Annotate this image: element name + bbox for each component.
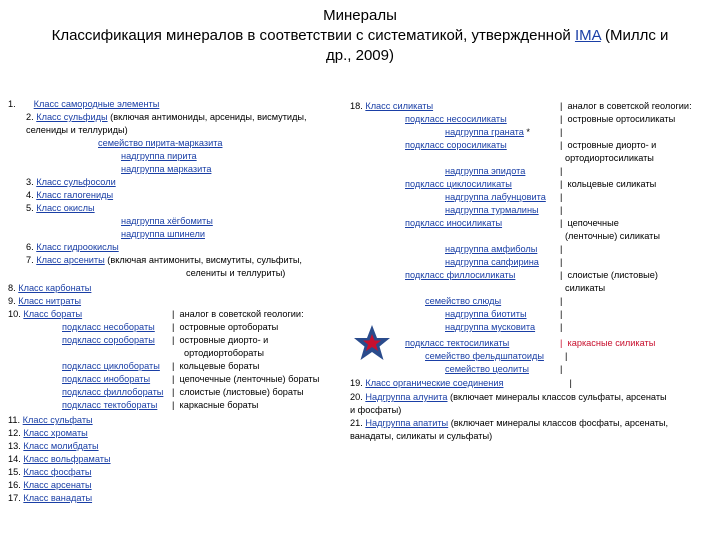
list-item: [8, 454, 111, 465]
class-link[interactable]: Класс сульфаты: [22, 415, 93, 425]
list-item: [26, 190, 113, 201]
silicate-row: [405, 218, 502, 229]
silicate-bar: |: [560, 257, 563, 267]
family-link[interactable]: семейство пирита-марказита: [98, 138, 223, 148]
silicate-bar: |: [560, 309, 563, 319]
subclass-link[interactable]: подкласс циклосиликаты: [405, 179, 512, 189]
list-item: [121, 151, 197, 162]
class-link[interactable]: Класс органические соединения: [365, 378, 504, 388]
subclass-link[interactable]: подкласс соросиликаты: [405, 140, 507, 150]
list-item: [26, 177, 116, 188]
class-link[interactable]: Класс арсенаты: [23, 480, 92, 490]
list-item: [26, 112, 307, 123]
class-link[interactable]: Класс арсениты: [36, 255, 105, 265]
note-text: кольцевые силикаты: [567, 179, 657, 189]
item-number: 14.: [8, 454, 21, 464]
note-text: кольцевые бораты: [179, 361, 260, 371]
item-text: и фосфаты): [350, 405, 402, 415]
item-number: 10.: [8, 309, 21, 319]
silicate-row: [445, 244, 537, 255]
subclass-link[interactable]: подкласс филлосиликаты: [405, 270, 516, 280]
subclass-link[interactable]: подкласс филлобораты: [62, 387, 164, 397]
list-item: [121, 216, 213, 227]
list-item: [8, 467, 91, 478]
item-number: 3.: [26, 177, 34, 187]
item-number: 8.: [8, 283, 16, 293]
class-link[interactable]: Класс сульфиды: [36, 112, 108, 122]
list-item: [98, 138, 222, 149]
class-link[interactable]: Класс ванадаты: [23, 493, 93, 503]
class-link[interactable]: Класс фосфаты: [23, 467, 92, 477]
list-item: [121, 164, 211, 175]
silicates-note: | аналог в советской геологии:: [560, 101, 692, 111]
family-link[interactable]: семейство слюды: [425, 296, 502, 306]
title-text: Классификация минералов в соответствии с систематикой, утвержденной: [51, 27, 575, 44]
note-text: цепочечные (ленточные) бораты: [179, 374, 320, 384]
item-text: селениты и теллуриты): [186, 268, 286, 278]
borate-note: [184, 348, 264, 359]
silicate-row: [405, 179, 512, 190]
silicates-header: [350, 101, 433, 112]
group-link[interactable]: надгруппа сапфирина: [445, 257, 539, 267]
ima-link[interactable]: IMA: [574, 27, 601, 44]
silicate-row: [405, 114, 507, 125]
silicate-note: | кольцевые силикаты: [560, 179, 657, 189]
borate-note: | островные ортобораты: [172, 322, 279, 332]
silicate-bar: |: [560, 244, 563, 254]
note-text: силикаты: [565, 283, 606, 293]
list-item-cont: [350, 431, 492, 442]
item-text: селениды и теллуриды): [26, 125, 128, 135]
group-link[interactable]: надгруппа марказита: [121, 164, 212, 174]
note-text: каркасные силикаты: [567, 338, 656, 348]
borate-row: [62, 400, 157, 411]
title-line2: [0, 26, 720, 46]
star-icon: [352, 323, 392, 363]
list-item: [350, 392, 667, 403]
group-link[interactable]: надгруппа хёгбомиты: [121, 216, 213, 226]
title-text-end: (Миллс и: [600, 27, 669, 44]
group-link[interactable]: надгруппа граната: [445, 127, 524, 137]
note-text: (ленточные) силикаты: [565, 231, 660, 241]
silicate-bar: |: [560, 127, 563, 137]
list-item: [8, 493, 92, 504]
item-number: 4.: [26, 190, 34, 200]
silicate-bar: |: [560, 192, 563, 202]
class-link[interactable]: Класс карбонаты: [18, 283, 92, 293]
item-number: 21.: [350, 418, 363, 428]
note-text: цепочечные: [567, 218, 619, 228]
class-link[interactable]: Класс силикаты: [365, 101, 434, 111]
item-number: 2.: [26, 112, 34, 122]
class-link[interactable]: Класс вольфраматы: [23, 454, 111, 464]
item-number: 7.: [26, 255, 34, 265]
note-text: островные диорто- и: [179, 335, 269, 345]
silicate-row: [445, 257, 539, 268]
silicate-note: [565, 283, 605, 294]
item-number: 15.: [8, 467, 21, 477]
list-item-cont: [350, 405, 401, 416]
silicate-row: [445, 309, 527, 320]
item-number: 18.: [350, 101, 363, 111]
silicate-row: [425, 296, 501, 307]
note-text: островные диорто- и: [567, 140, 657, 150]
list-item: [350, 418, 668, 429]
class-link[interactable]: Класс хроматы: [23, 428, 88, 438]
subclass-link[interactable]: подкласс инобораты: [62, 374, 151, 384]
family-link[interactable]: семейство фельдшпатоиды: [425, 351, 544, 361]
silicate-bar: |: [560, 205, 563, 215]
list-item: [8, 309, 82, 320]
subclass-link[interactable]: подкласс иносиликаты: [405, 218, 503, 228]
group-link[interactable]: надгруппа турмалины: [445, 205, 539, 215]
group-link[interactable]: надгруппа эпидота: [445, 166, 526, 176]
silicate-note: [565, 153, 654, 164]
item-number: 16.: [8, 480, 21, 490]
borate-row: [62, 335, 155, 346]
subclass-link[interactable]: подкласс тектобораты: [62, 400, 158, 410]
borate-note: | кольцевые бораты: [172, 361, 260, 371]
list-item: [8, 296, 81, 307]
list-item: 19. Класс органические соединения |: [350, 378, 572, 388]
title-main: Минералы: [323, 7, 397, 24]
item-number: 5.: [26, 203, 34, 213]
borate-row: [62, 387, 163, 398]
silicate-note: | островные диорто- и: [560, 140, 657, 150]
borate-row: [62, 374, 150, 385]
item-text: (включает минералы классов фосфаты, арсенаты,: [448, 418, 669, 428]
silicate-row: [445, 364, 529, 375]
silicate-row: [425, 351, 544, 362]
borate-row: [62, 361, 160, 372]
list-item: [8, 99, 159, 110]
group-link[interactable]: надгруппа пирита: [121, 151, 197, 161]
item-number: 20.: [350, 392, 363, 402]
note-text: ортодиортосиликаты: [565, 153, 654, 163]
note-text: аналог в советской геологии:: [567, 101, 692, 111]
list-item: [8, 283, 91, 294]
subclass-link[interactable]: подкласс тектосиликаты: [405, 338, 510, 348]
silicate-bar: |: [560, 296, 563, 306]
borate-note: | островные диорто- и: [172, 335, 269, 345]
borate-row: [62, 322, 155, 333]
item-number: 1.: [8, 99, 16, 109]
silicate-bar: |: [560, 322, 563, 332]
silicate-row: [405, 140, 507, 151]
silicate-note: | слоистые (листовые): [560, 270, 658, 280]
family-link[interactable]: семейство цеолиты: [445, 364, 529, 374]
list-item: [8, 480, 92, 491]
note-text: островные ортосиликаты: [567, 114, 676, 124]
item-text: ванадаты, силикаты и сульфаты): [350, 431, 493, 441]
silicate-note: | цепочечные: [560, 218, 619, 228]
asterisk: *: [523, 127, 531, 137]
item-number: 6.: [26, 242, 34, 252]
item-text: (включая антимониты, висмутиты, сульфиты,: [104, 255, 302, 265]
list-item-cont: [186, 268, 285, 279]
list-item: [26, 203, 95, 214]
group-link[interactable]: надгруппа шпинели: [121, 229, 205, 239]
silicate-row: [445, 192, 546, 203]
item-number: 19.: [350, 378, 363, 388]
note-text: островные ортобораты: [179, 322, 279, 332]
subclass-link[interactable]: подкласс несобораты: [62, 322, 155, 332]
item-text: (включает минералы классов сульфаты, арсенаты: [447, 392, 667, 402]
list-item: [8, 428, 88, 439]
silicate-row: [405, 338, 509, 349]
group-link[interactable]: надгруппа лабунцовита: [445, 192, 546, 202]
borate-note: | цепочечные (ленточные) бораты: [172, 374, 320, 384]
group-link[interactable]: надгруппа мусковита: [445, 322, 536, 332]
class-link[interactable]: Класс галогениды: [36, 190, 114, 200]
subclass-link[interactable]: подкласс несосиликаты: [405, 114, 507, 124]
borate-note: | слоистые (листовые) бораты: [172, 387, 304, 397]
subclass-link[interactable]: подкласс соробораты: [62, 335, 155, 345]
borate-header: | аналог в советской геологии:: [172, 309, 304, 319]
class-link[interactable]: Класс самородные элементы: [33, 99, 160, 109]
silicate-row: [405, 270, 515, 281]
silicate-bar: |: [565, 351, 568, 361]
list-item-cont: [26, 125, 128, 136]
silicate-row: [445, 127, 530, 138]
note-text: аналог в советской геологии:: [179, 309, 304, 319]
class-link[interactable]: Класс сульфосоли: [36, 177, 116, 187]
silicate-note: | островные ортосиликаты: [560, 114, 676, 124]
silicate-bar: |: [560, 166, 563, 176]
silicate-row: [445, 205, 539, 216]
borate-note: | каркасные бораты: [172, 400, 259, 410]
list-item: [26, 255, 302, 266]
group-link[interactable]: Надгруппа алунита: [365, 392, 448, 402]
class-link[interactable]: Класс окислы: [36, 203, 95, 213]
list-item: [26, 242, 119, 253]
subclass-link[interactable]: подкласс циклобораты: [62, 361, 160, 371]
item-number: 9.: [8, 296, 16, 306]
list-item: [8, 415, 93, 426]
note-text: ортодиортобораты: [184, 348, 264, 358]
note-text: слоистые (листовые): [567, 270, 658, 280]
class-link[interactable]: Класс бораты: [23, 309, 83, 319]
silicate-row: [445, 322, 535, 333]
class-link[interactable]: Класс гидроокислы: [36, 242, 119, 252]
group-link[interactable]: надгруппа биотиты: [445, 309, 527, 319]
item-text: (включая антимониды, арсениды, висмутиды,: [107, 112, 307, 122]
silicate-row: [445, 166, 525, 177]
item-number: 12.: [8, 428, 21, 438]
item-number: 17.: [8, 493, 21, 503]
silicate-bar: |: [560, 364, 563, 374]
group-link[interactable]: Надгруппа апатиты: [365, 418, 449, 428]
title-line3: др., 2009): [326, 47, 394, 64]
note-text: слоистые (листовые) бораты: [179, 387, 304, 397]
class-link[interactable]: Класс молибдаты: [23, 441, 99, 451]
silicate-note: [565, 231, 660, 242]
item-number: 13.: [8, 441, 21, 451]
note-text: каркасные бораты: [179, 400, 259, 410]
class-link[interactable]: Класс нитраты: [18, 296, 82, 306]
list-item: [8, 441, 99, 452]
group-link[interactable]: надгруппа амфиболы: [445, 244, 538, 254]
item-number: 11.: [8, 415, 21, 425]
page-title: [0, 6, 720, 66]
list-item: [121, 229, 205, 240]
silicate-note: | каркасные силикаты: [560, 338, 656, 348]
